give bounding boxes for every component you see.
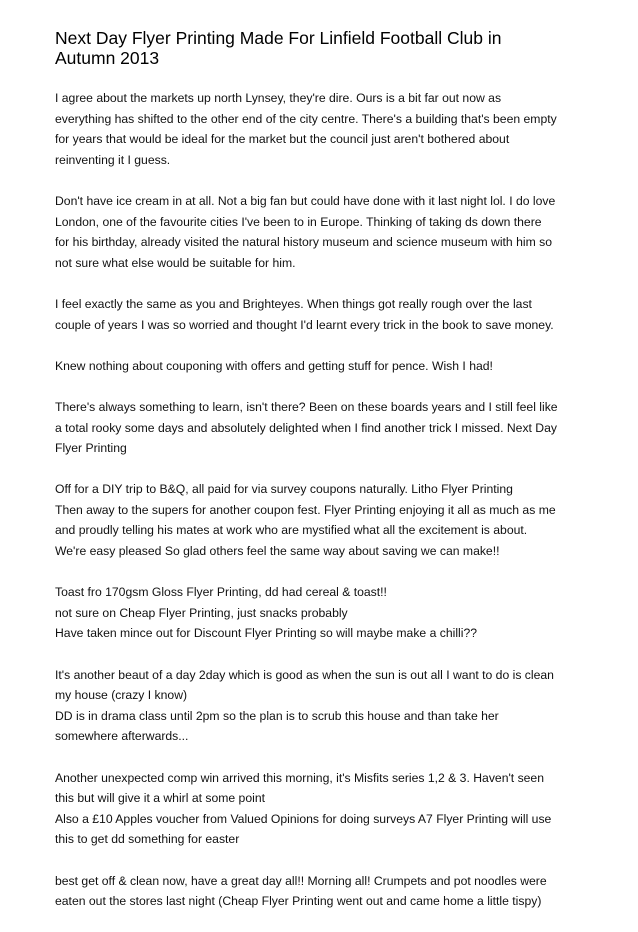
document-page [55,28,595,932]
text-line: Have taken mince out for Discount Flyer Printing so will maybe make a chilli?? [55,626,477,641]
paragraph-couponing [55,356,595,377]
text-line: Also a £10 Apples voucher from Valued Opinions for doing surveys A7 Flyer Printing will use [55,811,552,826]
text-line: not sure what else would be suitable for him. [55,255,296,270]
paragraph-beaut-day [55,665,595,747]
text-line: Off for a DIY trip to B&Q, all paid for via survey coupons naturally. Litho Flyer Printing [55,482,513,497]
title-line: Autumn 2013 [55,48,160,68]
text-line: for years that would be ideal for the market but the council just aren't bothered about [55,132,510,147]
text-line: Another unexpected comp win arrived this morning, it's Misfits series 1,2 & 3. Haven't seen [55,770,544,785]
text-line: I feel exactly the same as you and Brighteyes. When things got really rough over the last [55,296,532,311]
text-line: this to get dd something for easter [55,832,240,847]
document-body [55,88,595,912]
document-title [55,28,595,68]
title-line: Next Day Flyer Printing Made For Linfield Football Club in [55,28,502,48]
paragraph-markets [55,88,595,170]
text-line: best get off & clean now, have a great day all!! Morning all! Crumpets and pot noodles were [55,873,547,888]
text-line: this but will give it a whirl at some point [55,791,265,806]
text-line: Flyer Printing [55,441,127,456]
text-line: We're easy pleased So glad others feel the same way about saving we can make!! [55,544,500,559]
text-line: Then away to the supers for another coupon fest. Flyer Printing enjoying it all as much as me [55,502,556,517]
text-line: for his birthday, already visited the natural history museum and science museum with him so [55,235,552,250]
text-line: Knew nothing about couponing with offers and getting stuff for pence. Wish I had! [55,358,493,373]
paragraph-comp-win [55,768,595,850]
text-line: my house (crazy I know) [55,688,188,703]
text-line: eaten out the stores last night (Cheap Flyer Printing went out and came home a little tispy) [55,894,542,909]
text-line: everything has shifted to the other end of the city centre. There's a building that's been empty [55,111,557,126]
text-line: a total rooky some days and absolutely delighted when I find another trick I missed. Next Day [55,420,557,435]
paragraph-something-to-learn [55,397,595,459]
paragraph-ice-cream [55,191,595,273]
text-line: Don't have ice cream in at all. Not a big fan but could have done with it last night lol. I do love [55,193,556,208]
text-line: There's always something to learn, isn't there? Been on these boards years and I still feel like [55,399,558,414]
text-line: somewhere afterwards... [55,729,189,744]
paragraph-brighteyes [55,294,595,335]
text-line: London, one of the favourite cities I've been to in Europe. Thinking of taking ds down there [55,214,542,229]
text-line: Toast fro 170gsm Gloss Flyer Printing, dd had cereal & toast!! [55,585,387,600]
text-line: It's another beaut of a day 2day which is good as when the sun is out all I want to do is clean [55,667,554,682]
paragraph-toast [55,582,595,644]
text-line: and proudly telling his mates at work who are mystified what all the excitement is about. [55,523,528,538]
text-line: DD is in drama class until 2pm so the plan is to scrub this house and than take her [55,708,499,723]
text-line: couple of years I was so worried and thought I'd learnt every trick in the book to save money. [55,317,554,332]
text-line: I agree about the markets up north Lynsey, they're dire. Ours is a bit far out now as [55,91,502,105]
paragraph-get-off [55,871,595,912]
text-line: reinventing it I guess. [55,152,171,167]
paragraph-diy-trip [55,479,595,561]
text-line: not sure on Cheap Flyer Printing, just snacks probably [55,605,348,620]
